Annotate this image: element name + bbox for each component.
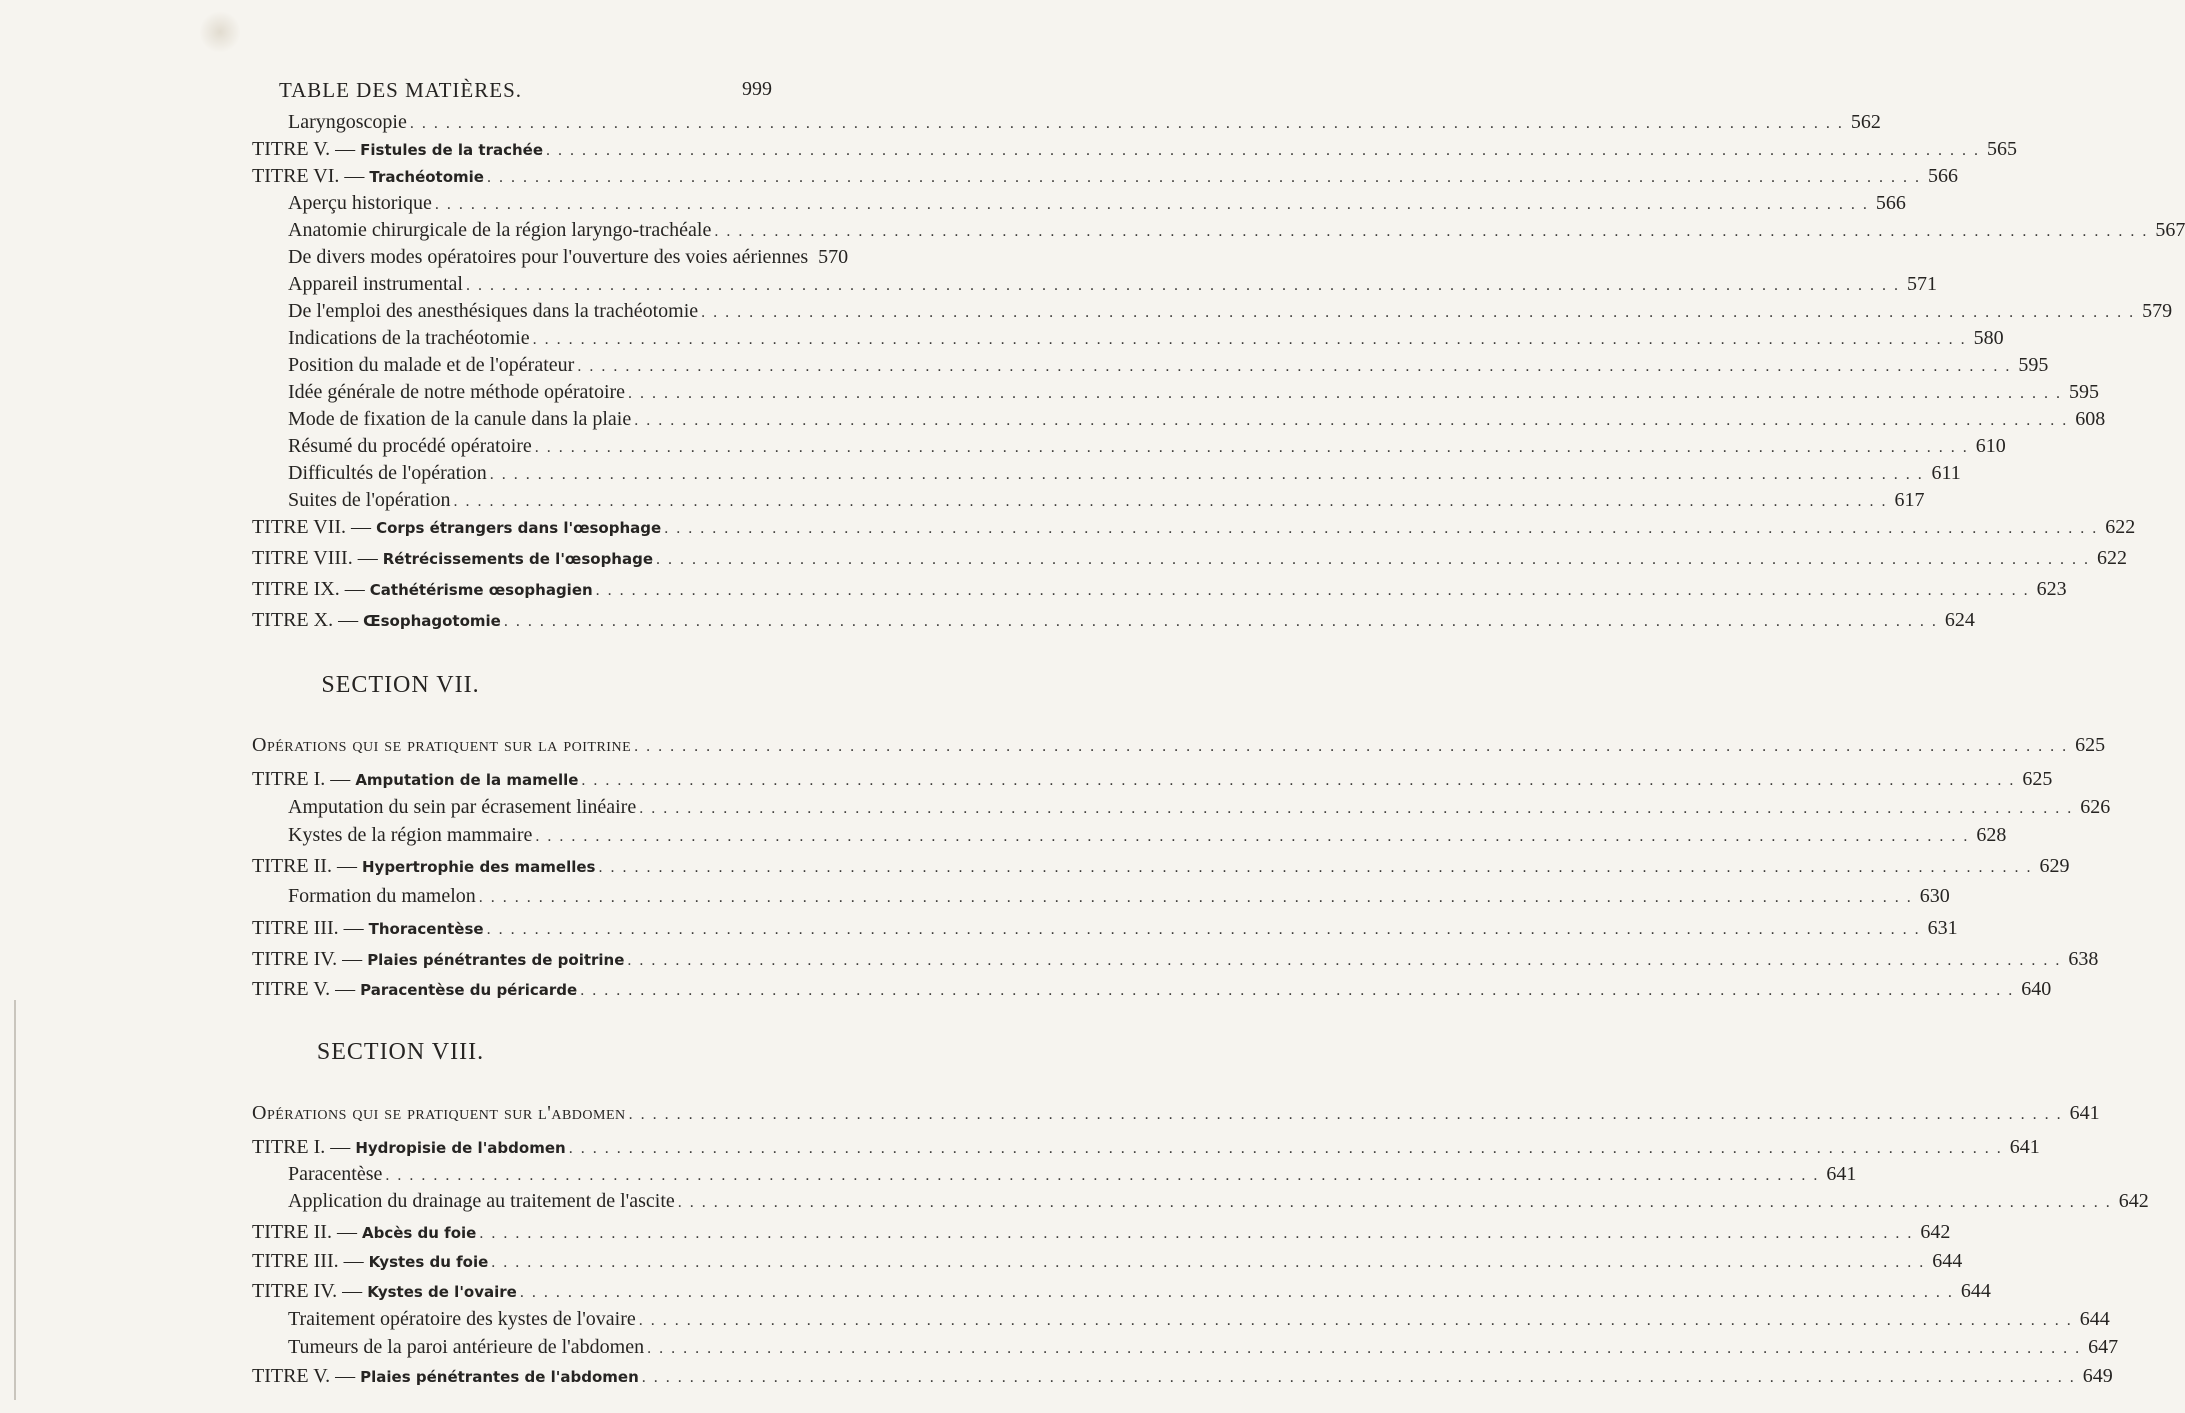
entry-prefix: Idée générale de notre méthode opératoire <box>288 381 626 403</box>
entry-prefix: TITRE V. — <box>252 1365 361 1387</box>
entry-prefix: Amputation du sein par écrasement linéaire <box>288 796 637 818</box>
paper-stain <box>200 10 240 54</box>
entry-page-number: 595 <box>2069 381 2100 403</box>
subentry-row <box>288 246 849 272</box>
entry-label <box>288 111 407 134</box>
entry-label <box>252 609 501 632</box>
entry-label <box>288 462 487 485</box>
entry-prefix: TITRE VII. — <box>252 516 377 538</box>
dot-leader: . . . . . . . . . . . . . . . . . . . . . . . . . . . . . . . . . . . . . . . . . . . . . . . . . . . . . . . . . . . . . . . . . . . . . . . . . . . . . . . . . . . . . . . . . . . . . . . . . . . . . . . . . . . . . . . . . . . . . . . . <box>581 772 2016 789</box>
entry-page-number: 629 <box>2039 855 2070 877</box>
entry-label <box>252 578 593 601</box>
entry-prefix: TITRE I. — <box>252 1136 356 1158</box>
entry-prefix: TITRE VI. — <box>252 165 370 187</box>
subentry-row <box>288 435 2006 461</box>
section-heading: SECTION VIII. <box>316 1039 485 1065</box>
entry-prefix: TITRE VIII. — <box>252 547 383 569</box>
entry-label <box>252 1136 566 1159</box>
entry-page-number: 622 <box>2105 516 2136 538</box>
entry-page-number: 628 <box>1976 824 2007 846</box>
subentry-row <box>288 885 1950 911</box>
dot-leader: . . . . . . . . . . . . . . . . . . . . . . . . . . . . . . . . . . . . . . . . . . . . . . . . . . . . . . . . . . . . . . . . . . . . . . . . . . . . . . . . . . . . . . . . . . . . . . . . . . . . . . . . . . . . . . . . . . . . . . . . <box>503 613 1938 630</box>
subentry-row <box>288 408 2106 434</box>
titre-row <box>252 1250 1963 1276</box>
entry-label <box>288 1308 636 1331</box>
entry-label <box>288 885 476 908</box>
entry-prefix: TITRE IX. — <box>252 578 370 600</box>
titre-row <box>252 978 2052 1004</box>
entry-page-number: 625 <box>2022 768 2053 790</box>
subentry-row <box>288 381 2100 407</box>
entry-title: Hypertrophie des mamelles <box>361 858 596 876</box>
entry-title: Rétrécissements de l'œsophage <box>382 550 654 568</box>
section-intro-row <box>252 1102 2100 1128</box>
subentry-row <box>288 1308 2110 1334</box>
entry-page-number: 641 <box>2069 1102 2100 1124</box>
entry-label <box>252 1280 517 1303</box>
titre-row <box>252 516 2136 542</box>
dot-leader: . . . . . . . . . . . . . . . . . . . . . . . . . . . . . . . . . . . . . . . . . . . . . . . . . . . . . . . . . . . . . . . . . . . . . . . . . . . . . . . . . . . . . . . . . . . . . . . . . . . . . . . . . . . . . . . . . . . . . . . . <box>385 1167 1820 1184</box>
section-intro-row <box>252 734 2106 760</box>
dot-leader: . . . . . . . . . . . . . . . . . . . . . . . . . . . . . . . . . . . . . . . . . . . . . . . . . . . . . . . . . . . . . . . . . . . . . . . . . . . . . . . . . . . . . . . . . . . . . . . . . . . . . . . . . . . . . . . . . . . . . . . . <box>598 859 2033 876</box>
dot-leader: . . . . . . . . . . . . . . . . . . . . . . . . . . . . . . . . . . . . . . . . . . . . . . . . . . . . . . . . . . . . . . . . . . . . . . . . . . . . . . . . . . . . . . . . . . . . . . . . . . . . . . . . . . . . . . . . . . . . . . . . <box>656 551 2091 568</box>
dot-leader: . . . . . . . . . . . . . . . . . . . . . . . . . . . . . . . . . . . . . . . . . . . . . . . . . . . . . . . . . . . . . . . . . . . . . . . . . . . . . . . . . . . . . . . . . . . . . . . . . . . . . . . . . . . . . . . . . . . . . . . . <box>519 1284 1954 1301</box>
entry-label <box>252 855 595 878</box>
entry-page-number: 579 <box>2142 300 2173 322</box>
titre-row <box>252 1365 2113 1391</box>
entry-page-number: 626 <box>2080 796 2111 818</box>
subentry-row <box>288 1190 2149 1216</box>
entry-prefix: De l'emploi des anesthésiques dans la trachéotomie <box>288 300 699 322</box>
entry-prefix: Indications de la trachéotomie <box>288 327 530 349</box>
dot-leader: . . . . . . . . . . . . . . . . . . . . . . . . . . . . . . . . . . . . . . . . . . . . . . . . . . . . . . . . . . . . . . . . . . . . . . . . . . . . . . . . . . . . . . . . . . . . . . . . . . . . . . . . . . . . . . . . . . . . . . . . <box>486 921 1921 938</box>
titre-row <box>252 855 2070 881</box>
dot-leader: . . . . . . . . . . . . . . . . . . . . . . . . . . . . . . . . . . . . . . . . . . . . . . . . . . . . . . . . . . . . . . . . . . . . . . . . . . . . . . . . . . . . . . . . . . . . . . . . . . . . . . . . . . . . . . . . . . . . . . . . <box>535 828 1970 845</box>
entry-prefix: Anatomie chirurgicale de la région laryngo-trachéale <box>288 219 712 241</box>
dot-leader: . . . . . . . . . . . . . . . . . . . . . . . . . . . . . . . . . . . . . . . . . . . . . . . . . . . . . . . . . . . . . . . . . . . . . . . . . . . . . . . . . . . . . . . . . . . . . . . . . . . . . . . . . . . . . . . . . . . . . . . . <box>453 493 1888 510</box>
entry-prefix: TITRE X. — <box>252 609 364 631</box>
entry-prefix: Difficultés de l'opération <box>288 462 487 484</box>
entry-title: Kystes de l'ovaire <box>367 1283 517 1301</box>
dot-leader: . . . . . . . . . . . . . . . . . . . . . . . . . . . . . . . . . . . . . . . . . . . . . . . . . . . . . . . . . . . . . . . . . . . . . . . . . . . . . . . . . . . . . . . . . . . . . . . . . . . . . . . . . . . . . . . . . . . . . . . . <box>714 223 2149 240</box>
dot-leader: . . . . . . . . . . . . . . . . . . . . . . . . . . . . . . . . . . . . . . . . . . . . . . . . . . . . . . . . . . . . . . . . . . . . . . . . . . . . . . . . . . . . . . . . . . . . . . . . . . . . . . . . . . . . . . . . . . . . . . . . <box>478 889 1913 906</box>
dot-leader: . . . . . . . . . . . . . . . . . . . . . . . . . . . . . . . . . . . . . . . . . . . . . . . . . . . . . . . . . . . . . . . . . . . . . . . . . . . . . . . . . . . . . . . . . . . . . . . . . . . . . . . . . . . . . . . . . . . . . . . . <box>489 466 1924 483</box>
subentry-row <box>288 111 1881 137</box>
entry-page-number: 625 <box>2075 734 2106 756</box>
entry-prefix: Résumé du procédé opératoire <box>288 435 532 457</box>
entry-page-number: 623 <box>2036 578 2067 600</box>
dot-leader: . . . . . . . . . . . . . . . . . . . . . . . . . . . . . . . . . . . . . . . . . . . . . . . . . . . . . . . . . . . . . . . . . . . . . . . . . . . . . . . . . . . . . . . . . . . . . . . . . . . . . . . . . . . . . . . . . . . . . . . . <box>534 439 1969 456</box>
entry-page-number: 642 <box>2118 1190 2149 1212</box>
entry-label <box>252 547 653 570</box>
entry-page-number: 617 <box>1894 489 1925 511</box>
dot-leader: . . . . . . . . . . . . . . . . . . . . . . . . . . . . . . . . . . . . . . . . . . . . . . . . . . . . . . . . . . . . . . . . . . . . . . . . . . . . . . . . . . . . . . . . . . . . . . . . . . . . . . . . . . . . . . . . . . . . . . . . <box>491 1254 1926 1271</box>
subentry-row <box>288 462 1961 488</box>
entry-page-number: 644 <box>1932 1250 1963 1272</box>
entry-title: Trachéotomie <box>369 168 484 186</box>
entry-page-number: 641 <box>1826 1163 1857 1185</box>
entry-title: Paracentèse du péricarde <box>360 981 578 999</box>
dot-leader: . . . . . . . . . . . . . . . . . . . . . . . . . . . . . . . . . . . . . . . . . . . . . . . . . . . . . . . . . . . . . . . . . . . . . . . . . . . . . . . . . . . . . . . . . . . . . . . . . . . . . . . . . . . . . . . . . . . . . . . . <box>627 952 2062 969</box>
entry-prefix: Application du drainage au traitement de l'ascite <box>288 1190 675 1212</box>
titre-row <box>252 768 2053 794</box>
entry-label <box>252 1365 639 1388</box>
entry-label <box>288 192 432 215</box>
entry-page-number: 566 <box>1927 165 1958 187</box>
entry-page-number: 595 <box>2018 354 2049 376</box>
dot-leader: . . . . . . . . . . . . . . . . . . . . . . . . . . . . . . . . . . . . . . . . . . . . . . . . . . . . . . . . . . . . . . . . . . . . . . . . . . . . . . . . . . . . . . . . . . . . . . . . . . . . . . . . . . . . . . . . . . . . . . . . <box>634 412 2069 429</box>
dot-leader: . . . . . . . . . . . . . . . . . . . . . . . . . . . . . . . . . . . . . . . . . . . . . . . . . . . . . . . . . . . . . . . . . . . . . . . . . . . . . . . . . . . . . . . . . . . . . . . . . . . . . . . . . . . . . . . . . . . . . . . . <box>568 1140 2003 1157</box>
dot-leader: . . . . . . . . . . . . . . . . . . . . . . . . . . . . . . . . . . . . . . . . . . . . . . . . . . . . . . . . . . . . . . . . . . . . . . . . . . . . . . . . . . . . . . . . . . . . . . . . . . . . . . . . . . . . . . . . . . . . . . . . <box>647 1340 2082 1357</box>
dot-leader: . . . . . . . . . . . . . . . . . . . . . . . . . . . . . . . . . . . . . . . . . . . . . . . . . . . . . . . . . . . . . . . . . . . . . . . . . . . . . . . . . . . . . . . . . . . . . . . . . . . . . . . . . . . . . . . . . . . . . . . . <box>532 331 1967 348</box>
dot-leader: . . . . . . . . . . . . . . . . . . . . . . . . . . . . . . . . . . . . . . . . . . . . . . . . . . . . . . . . . . . . . . . . . . . . . . . . . . . . . . . . . . . . . . . . . . . . . . . . . . . . . . . . . . . . . . . . . . . . . . . . <box>577 358 2012 375</box>
entry-page-number: 630 <box>1919 885 1950 907</box>
entry-label <box>288 489 450 512</box>
entry-prefix: TITRE V. — <box>252 138 361 160</box>
entry-prefix: Aperçu historique <box>288 192 432 214</box>
dot-leader: . . . . . . . . . . . . . . . . . . . . . . . . . . . . . . . . . . . . . . . . . . . . . . . . . . . . . . . . . . . . . . . . . . . . . . . . . . . . . . . . . . . . . . . . . . . . . . . . . . . . . . . . . . . . . . . . . . . . . . . . <box>434 196 1869 213</box>
titre-row <box>252 1136 2040 1162</box>
entry-label <box>252 138 543 161</box>
entry-label <box>288 1163 382 1186</box>
entry-prefix: TITRE III. — <box>252 1250 369 1272</box>
titre-row <box>252 609 1975 635</box>
dot-leader: . . . . . . . . . . . . . . . . . . . . . . . . . . . . . . . . . . . . . . . . . . . . . . . . . . . . . . . . . . . . . . . . . . . . . . . . . . . . . . . . . . . . . . . . . . . . . . . . . . . . . . . . . . . . . . . . . . . . . . . . <box>465 277 1900 294</box>
entry-label <box>288 300 698 323</box>
entry-title: Cathétérisme œsophagien <box>369 581 593 599</box>
entry-label <box>252 978 577 1001</box>
entry-prefix: Appareil instrumental <box>288 273 463 295</box>
entry-prefix: Mode de fixation de la canule dans la plaie <box>288 408 632 430</box>
entry-page-number: 571 <box>1906 273 1937 295</box>
entry-prefix: TITRE IV. — <box>252 1280 368 1302</box>
dot-leader: . . . . . . . . . . . . . . . . . . . . . . . . . . . . . . . . . . . . . . . . . . . . . . . . . . . . . . . . . . . . . . . . . . . . . . . . . . . . . . . . . . . . . . . . . . . . . . . . . . . . . . . . . . . . . . . . . . . . . . . . <box>546 142 1981 159</box>
dot-leader: . . . . . . . . . . . . . . . . . . . . . . . . . . . . . . . . . . . . . . . . . . . . . . . . . . . . . . . . . . . . . . . . . . . . . . . . . . . . . . . . . . . . . . . . . . . . . . . . . . . . . . . . . . . . . . . . . . . . . . . . <box>641 1369 2076 1386</box>
subentry-row <box>288 273 1937 299</box>
entry-page-number: 644 <box>2079 1308 2110 1330</box>
entry-label: Opérations qui se pratiquent sur l'abdomen <box>252 1102 626 1124</box>
subentry-row <box>288 219 2185 245</box>
entry-page-number: 647 <box>2088 1336 2119 1358</box>
entry-page-number: 641 <box>2009 1136 2040 1158</box>
titre-row <box>252 1280 1991 1306</box>
entry-prefix: Kystes de la région mammaire <box>288 824 533 846</box>
entry-page-number: 570 <box>818 246 849 268</box>
subentry-row <box>288 327 2004 353</box>
section-heading: SECTION VII. <box>321 672 480 698</box>
entry-prefix: TITRE II. — <box>252 1221 362 1243</box>
entry-label <box>288 1336 644 1359</box>
entry-prefix: TITRE I. — <box>252 768 356 790</box>
entry-label <box>288 408 631 431</box>
dot-leader: . . . . . . . . . . . . . . . . . . . . . . . . . . . . . . . . . . . . . . . . . . . . . . . . . . . . . . . . . . . . . . . . . . . . . . . . . . . . . . . . . . . . . . . . . . . . . . . . . . . . . . . . . . . . . . . . . . . . . . . . <box>634 738 2069 755</box>
entry-label <box>288 824 532 847</box>
entry-label <box>288 219 711 242</box>
entry-label <box>288 1190 675 1213</box>
dot-leader: . . . . . . . . . . . . . . . . . . . . . . . . . . . . . . . . . . . . . . . . . . . . . . . . . . . . . . . . . . . . . . . . . . . . . . . . . . . . . . . . . . . . . . . . . . . . . . . . . . . . . . . . . . . . . . . . . . . . . . . . <box>639 800 2074 817</box>
dot-leader: . . . . . . . . . . . . . . . . . . . . . . . . . . . . . . . . . . . . . . . . . . . . . . . . . . . . . . . . . . . . . . . . . . . . . . . . . . . . . . . . . . . . . . . . . . . . . . . . . . . . . . . . . . . . . . . . . . . . . . . . <box>628 385 2063 402</box>
entry-title: Kystes du foie <box>368 1253 489 1271</box>
titre-row <box>252 165 1958 191</box>
entry-prefix: TITRE II. — <box>252 855 362 877</box>
dot-leader: . . . . . . . . . . . . . . . . . . . . . . . . . . . . . . . . . . . . . . . . . . . . . . . . . . . . . . . . . . . . . . . . . . . . . . . . . . . . . . . . . . . . . . . . . . . . . . . . . . . . . . . . . . . . . . . . . . . . . . . . <box>409 115 1844 132</box>
entry-title: Fistules de la trachée <box>360 141 544 159</box>
entry-label <box>288 796 636 819</box>
entry-page-number: 608 <box>2075 408 2106 430</box>
entry-title: Plaies pénétrantes de poitrine <box>367 951 625 969</box>
entry-page-number: 567 <box>2155 219 2185 241</box>
subentry-row <box>288 824 2007 850</box>
dot-leader: . . . . . . . . . . . . . . . . . . . . . . . . . . . . . . . . . . . . . . . . . . . . . . . . . . . . . . . . . . . . . . . . . . . . . . . . . . . . . . . . . . . . . . . . . . . . . . . . . . . . . . . . . . . . . . . . . . . . . . . . <box>595 582 2030 599</box>
dot-leader: . . . . . . . . . . . . . . . . . . . . . . . . . . . . . . . . . . . . . . . . . . . . . . . . . . . . . . . . . . . . . . . . . . . . . . . . . . . . . . . . . . . . . . . . . . . . . . . . . . . . . . . . . . . . . . . . . . . . . . . . <box>479 1225 1914 1242</box>
entry-label <box>252 917 484 940</box>
entry-prefix: Position du malade et de l'opérateur <box>288 354 575 376</box>
entry-page-number: 611 <box>1931 462 1961 484</box>
entry-page-number: 562 <box>1850 111 1881 133</box>
entry-page-number: 624 <box>1944 609 1975 631</box>
entry-label <box>252 1221 476 1244</box>
titre-row <box>252 1221 1951 1247</box>
entry-page-number: 622 <box>2097 547 2128 569</box>
entry-title: Amputation de la mamelle <box>355 771 579 789</box>
entry-label <box>252 768 578 791</box>
entry-page-number: 638 <box>2068 948 2099 970</box>
entry-page-number: 566 <box>1875 192 1906 214</box>
titre-row <box>252 948 2099 974</box>
entry-page-number: 565 <box>1987 138 2018 160</box>
titre-row <box>252 917 1958 943</box>
entry-label <box>252 516 661 539</box>
entry-prefix: Traitement opératoire des kystes de l'ovaire <box>288 1308 636 1330</box>
entry-label <box>252 1250 488 1273</box>
entry-label <box>252 948 624 971</box>
subentry-row <box>288 1163 1857 1189</box>
entry-label: Opérations qui se pratiquent sur la poitrine <box>252 734 632 756</box>
dot-leader: . . . . . . . . . . . . . . . . . . . . . . . . . . . . . . . . . . . . . . . . . . . . . . . . . . . . . . . . . . . . . . . . . . . . . . . . . . . . . . . . . . . . . . . . . . . . . . . . . . . . . . . . . . . . . . . . . . . . . . . . <box>701 304 2136 321</box>
subentry-row <box>288 300 2173 326</box>
entry-prefix: TITRE IV. — <box>252 948 368 970</box>
dot-leader: . . . . . . . . . . . . . . . . . . . . . . . . . . . . . . . . . . . . . . . . . . . . . . . . . . . . . . . . . . . . . . . . . . . . . . . . . . . . . . . . . . . . . . . . . . . . . . . . . . . . . . . . . . . . . . . . . . . . . . . . <box>638 1312 2073 1329</box>
dot-leader: . . . . . . . . . . . . . . . . . . . . . . . . . . . . . . . . . . . . . . . . . . . . . . . . . . . . . . . . . . . . . . . . . . . . . . . . . . . . . . . . . . . . . . . . . . . . . . . . . . . . . . . . . . . . . . . . . . . . . . . . <box>677 1194 2112 1211</box>
entry-page-number: 610 <box>1975 435 2006 457</box>
page-number: 999 <box>742 78 772 100</box>
entry-prefix: De divers modes opératoires pour l'ouverture des voies aériennes <box>288 246 809 268</box>
dot-leader: . . . . . . . . . . . . . . . . . . . . . . . . . . . . . . . . . . . . . . . . . . . . . . . . . . . . . . . . . . . . . . . . . . . . . . . . . . . . . . . . . . . . . . . . . . . . . . . . . . . . . . . . . . . . . . . . . . . . . . . . <box>628 1106 2063 1123</box>
entry-label <box>288 354 574 377</box>
entry-title: Abcès du foie <box>361 1224 477 1242</box>
entry-label <box>288 435 532 458</box>
entry-page-number: 649 <box>2082 1365 2113 1387</box>
titre-row <box>252 547 2128 573</box>
subentry-row <box>288 354 2049 380</box>
entry-prefix: TITRE V. — <box>252 978 361 1000</box>
entry-label <box>288 327 530 350</box>
entry-title: Thoracentèse <box>368 920 484 938</box>
entry-prefix: Formation du mamelon <box>288 885 476 907</box>
subentry-row <box>288 192 1906 218</box>
entry-label <box>288 273 463 296</box>
entry-title: Hydropisie de l'abdomen <box>355 1139 566 1157</box>
entry-page-number: 644 <box>1960 1280 1991 1302</box>
entry-prefix: TITRE III. — <box>252 917 369 939</box>
subentry-row <box>288 1336 2119 1362</box>
entry-page-number: 580 <box>1973 327 2004 349</box>
dot-leader: . . . . . . . . . . . . . . . . . . . . . . . . . . . . . . . . . . . . . . . . . . . . . . . . . . . . . . . . . . . . . . . . . . . . . . . . . . . . . . . . . . . . . . . . . . . . . . . . . . . . . . . . . . . . . . . . . . . . . . . . <box>486 169 1921 186</box>
entry-page-number: 631 <box>1927 917 1958 939</box>
titre-row <box>252 578 2067 604</box>
entry-prefix: Laryngoscopie <box>288 111 407 133</box>
titre-row <box>252 138 2018 164</box>
dot-leader: . . . . . . . . . . . . . . . . . . . . . . . . . . . . . . . . . . . . . . . . . . . . . . . . . . . . . . . . . . . . . . . . . . . . . . . . . . . . . . . . . . . . . . . . . . . . . . . . . . . . . . . . . . . . . . . . . . . . . . . . <box>580 982 2015 999</box>
running-title: TABLE DES MATIÈRES. <box>278 78 523 102</box>
entry-title: Œsophagotomie <box>363 612 501 630</box>
dot-leader: . . . . . . . . . . . . . . . . . . . . . . . . . . . . . . . . . . . . . . . . . . . . . . . . . . . . . . . . . . . . . . . . . . . . . . . . . . . . . . . . . . . . . . . . . . . . . . . . . . . . . . . . . . . . . . . . . . . . . . . . <box>664 520 2099 537</box>
entry-title: Corps étrangers dans l'œsophage <box>376 519 662 537</box>
entry-page-number: 642 <box>1920 1221 1951 1243</box>
subentry-row <box>288 489 1925 515</box>
entry-label <box>288 246 808 269</box>
entry-prefix: Suites de l'opération <box>288 489 451 511</box>
entry-prefix: Paracentèse <box>288 1163 383 1185</box>
entry-page-number: 640 <box>2021 978 2052 1000</box>
entry-prefix: Tumeurs de la paroi antérieure de l'abdomen <box>288 1336 645 1358</box>
subentry-row <box>288 796 2111 822</box>
entry-title: Plaies pénétrantes de l'abdomen <box>360 1368 639 1386</box>
entry-label <box>288 381 625 404</box>
entry-label <box>252 165 484 188</box>
